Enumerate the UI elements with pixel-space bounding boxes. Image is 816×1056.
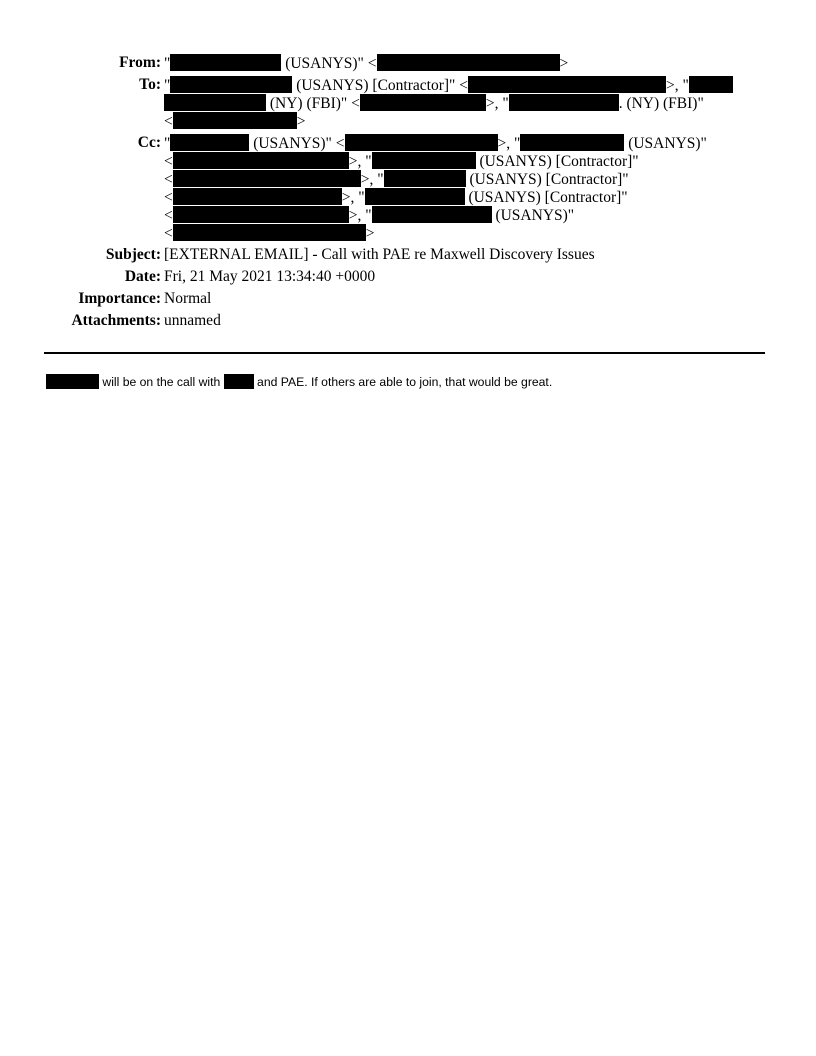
cc-text: < xyxy=(164,171,173,188)
cc-text: >, " xyxy=(341,189,365,206)
from-text: " xyxy=(164,55,171,72)
cc-value-line-3 xyxy=(164,170,629,189)
cc-value-line-2 xyxy=(164,152,639,171)
cc-value-line-6 xyxy=(164,224,375,243)
to-text: >, " xyxy=(665,77,689,94)
cc-text: (USANYS)" xyxy=(491,207,575,224)
cc-text: " xyxy=(164,135,171,152)
cc-text: < xyxy=(164,225,173,242)
to-text: . (NY) (FBI)" xyxy=(618,95,704,112)
cc-text: (USANYS) [Contractor]" xyxy=(465,171,629,188)
header-divider xyxy=(44,352,765,354)
cc-text: >, " xyxy=(348,207,372,224)
cc-text: < xyxy=(164,207,173,224)
cc-text: < xyxy=(164,189,173,206)
from-value xyxy=(164,54,568,73)
to-text: < xyxy=(164,113,173,130)
to-text: " xyxy=(164,77,171,94)
redaction-box xyxy=(170,134,249,151)
redaction-box xyxy=(509,94,619,111)
cc-text: < xyxy=(164,153,173,170)
redaction-box xyxy=(365,188,465,205)
from-label: From: xyxy=(119,54,161,71)
to-value-line-3 xyxy=(164,112,306,131)
to-value-line-2 xyxy=(164,94,704,113)
subject-value: [EXTERNAL EMAIL] - Call with PAE re Maxwell Discovery Issues xyxy=(164,246,595,263)
cc-text: >, " xyxy=(497,135,521,152)
redaction-box xyxy=(173,170,361,187)
redaction-box xyxy=(173,112,297,129)
redaction-box xyxy=(372,152,476,169)
cc-text: >, " xyxy=(360,171,384,188)
message-text: and PAE. If others are able to join, that would be great. xyxy=(253,375,553,389)
importance-label: Importance: xyxy=(78,290,161,307)
redaction-box xyxy=(377,54,560,71)
attachments-value: unnamed xyxy=(164,312,221,329)
redaction-box xyxy=(164,94,266,111)
email-header xyxy=(0,0,816,340)
date-label: Date: xyxy=(124,268,161,285)
from-text: > xyxy=(559,55,569,72)
cc-value-line-1 xyxy=(164,134,707,153)
cc-text: (USANYS)" < xyxy=(249,135,345,152)
to-text: (NY) (FBI)" < xyxy=(266,95,360,112)
redaction-box xyxy=(345,134,498,151)
importance-value: Normal xyxy=(164,290,212,307)
redaction-box xyxy=(468,76,666,93)
redaction-box xyxy=(46,374,99,389)
cc-text: (USANYS)" xyxy=(624,135,707,152)
redaction-box xyxy=(170,76,292,93)
attachments-label: Attachments: xyxy=(71,312,161,329)
redaction-box xyxy=(173,206,349,223)
redaction-box xyxy=(173,188,342,205)
redaction-box xyxy=(170,54,281,71)
cc-label: Cc: xyxy=(137,134,161,151)
from-text: (USANYS)" < xyxy=(281,55,377,72)
cc-text: (USANYS) [Contractor]" xyxy=(464,189,628,206)
cc-text: (USANYS) [Contractor]" xyxy=(475,153,639,170)
to-text: (USANYS) [Contractor]" < xyxy=(292,77,468,94)
redaction-box xyxy=(173,152,349,169)
redaction-box xyxy=(384,170,466,187)
to-text: > xyxy=(296,113,306,130)
to-label: To: xyxy=(139,76,161,93)
message-body xyxy=(46,374,552,391)
date-value: Fri, 21 May 2021 13:34:40 +0000 xyxy=(164,268,376,285)
cc-value-line-4 xyxy=(164,188,628,207)
redaction-box xyxy=(360,94,486,111)
to-text: >, " xyxy=(485,95,509,112)
redaction-box xyxy=(520,134,624,151)
redaction-box xyxy=(372,206,492,223)
cc-text: >, " xyxy=(348,153,372,170)
redaction-box xyxy=(689,76,733,93)
redaction-box xyxy=(173,224,366,241)
to-value-line-1 xyxy=(164,76,733,95)
cc-value-line-5 xyxy=(164,206,574,225)
subject-label: Subject: xyxy=(105,246,161,263)
redaction-box xyxy=(224,374,254,389)
message-text: will be on the call with xyxy=(99,375,224,389)
cc-text: > xyxy=(365,225,375,242)
